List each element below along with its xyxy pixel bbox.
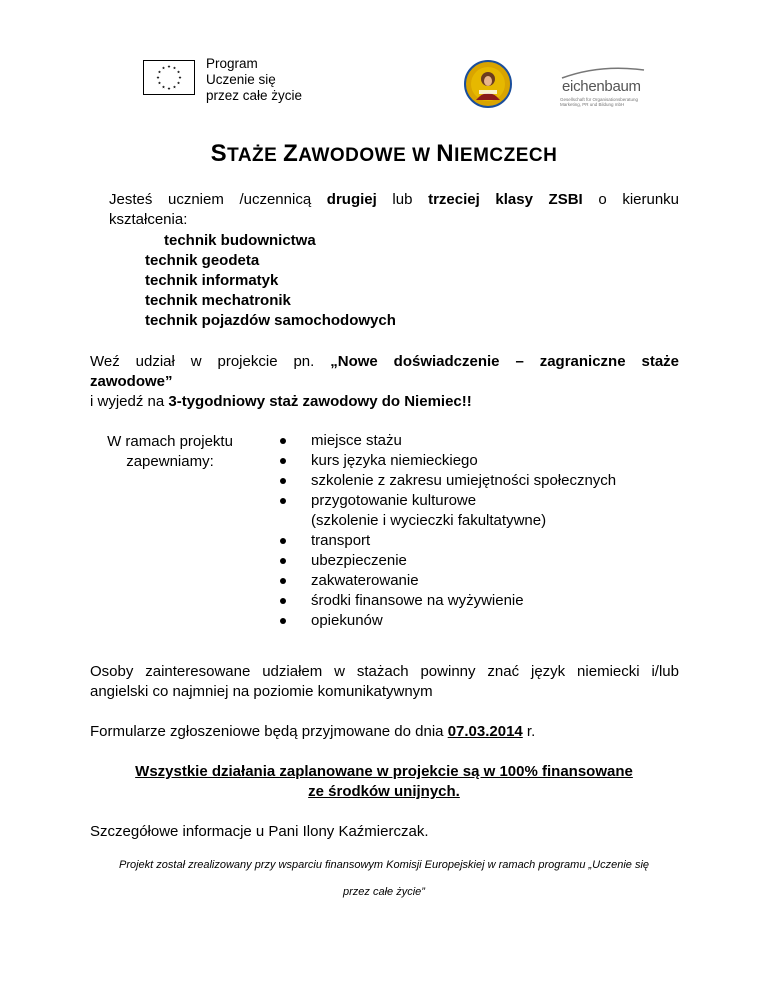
intro-line-2: kształcenia: (109, 211, 188, 228)
bold-text: trzeciej klasy ZSBI (428, 191, 583, 208)
list-item-text: kurs języka niemieckiego (311, 452, 478, 469)
eichenbaum-subtitle-2: Marketing, PR und Bildung mbH (560, 102, 625, 107)
list-item-text: zakwaterowanie (311, 572, 419, 589)
project-line-3 (90, 392, 472, 412)
bullet-icon (280, 498, 286, 504)
language-line-1: Osoby zainteresowane udziałem w stażach powinny znać język niemiecki i/lub (90, 663, 679, 680)
text: i wyjedź na (90, 393, 169, 410)
star-icon (167, 87, 170, 90)
deadline-text (90, 722, 535, 742)
kierunek-item: technik mechatronik (145, 292, 291, 309)
project-line-1 (90, 352, 679, 372)
star-icon (173, 85, 176, 88)
bold-text: 3-tygodniowy staż zawodowy do Niemiec!! (168, 393, 472, 410)
school-seal-logo (464, 60, 512, 108)
star-icon (158, 81, 161, 84)
list-item-text: środki finansowe na wyżywienie (311, 592, 524, 609)
star-icon (178, 76, 181, 79)
title-cap: S (210, 140, 228, 167)
kierunek-item: technik geodeta (145, 252, 260, 269)
list-item (280, 611, 616, 631)
bullet-icon (280, 618, 286, 624)
list-item-text: ubezpieczenie (311, 552, 407, 569)
star-icon (156, 76, 159, 79)
text: Formularze zgłoszeniowe będą przyjmowane do dnia (90, 723, 448, 740)
list-item (280, 431, 616, 451)
text: lub (376, 191, 429, 208)
page-title (0, 140, 768, 168)
list-item (280, 591, 616, 611)
star-icon (177, 81, 180, 84)
program-line: Program (206, 56, 258, 71)
star-icon (167, 65, 170, 68)
project-name: „Nowe doświadczenie – zagraniczne staże (330, 353, 679, 370)
footer-line-1: Projekt został zrealizowany przy wsparciu finansowym Komisji Europejskiej w ramach programu „Uczenie się (118, 859, 650, 871)
program-line: przez całe życie (206, 88, 303, 103)
ramach-line: zapewniamy: (126, 453, 214, 470)
program-logo-text (206, 56, 302, 104)
benefits-list (280, 431, 616, 631)
kierunek-item: technik informatyk (145, 272, 279, 289)
list-item-text: opiekunów (311, 612, 383, 629)
star-icon (158, 70, 161, 73)
funding-line-2: ze środków unijnych. (308, 783, 460, 800)
intro-line-1 (109, 190, 679, 210)
list-item-text: szkolenie z zakresu umiejętności społecznych (311, 472, 617, 489)
bullet-icon (280, 578, 286, 584)
title-smallcaps: IEMCZECH (454, 145, 558, 166)
title-cap: Z (283, 140, 299, 167)
list-item-subtext: (szkolenie i wycieczki fakultatywne) (311, 512, 547, 529)
ramach-label (90, 432, 250, 472)
title-smallcaps: TAŻE (227, 145, 284, 166)
text: Weź udział w projekcie pn. (90, 353, 331, 370)
bold-text: drugiej (326, 191, 377, 208)
list-item (280, 571, 616, 591)
list-item (280, 471, 616, 491)
eichenbaum-name: eichenbaum (562, 78, 641, 95)
title-smallcaps: AWODOWE W (298, 145, 437, 166)
bullet-icon (280, 598, 286, 604)
footer-line-2: przez całe życie” (343, 886, 425, 898)
deadline-date: 07.03.2014 (447, 723, 523, 740)
language-line-2: angielski co najmniej na poziomie komunikatywnym (90, 683, 433, 700)
bullet-icon (280, 458, 286, 464)
title-cap: N (436, 140, 455, 167)
bullet-icon (280, 538, 286, 544)
eichenbaum-logo (560, 64, 646, 108)
portrait-seal-icon (466, 62, 510, 106)
list-item-text: przygotowanie kulturowe (311, 492, 477, 509)
program-line: Uczenie się (206, 72, 276, 87)
contact-text: Szczegółowe informacje u Pani Ilony Kaźmierczak. (90, 823, 429, 840)
text: o kierunku (582, 191, 680, 208)
list-item (280, 451, 616, 471)
list-item (280, 491, 616, 531)
star-icon (162, 66, 165, 69)
text: r. (522, 723, 536, 740)
star-icon (173, 66, 176, 69)
bullet-icon (280, 438, 286, 444)
list-item (280, 551, 616, 571)
star-icon (162, 85, 165, 88)
project-line-2: zawodowe” (90, 373, 173, 390)
eu-flag-logo (143, 60, 195, 95)
list-item-text: transport (311, 532, 371, 549)
kierunek-item: technik pojazdów samochodowych (145, 312, 396, 329)
funding-line-1: Wszystkie działania zaplanowane w projekcie są w 100% finansowane (135, 763, 633, 780)
bullet-icon (280, 478, 286, 484)
list-item (280, 531, 616, 551)
eu-stars-icon (144, 61, 194, 94)
bullet-icon (280, 558, 286, 564)
kierunek-item: technik budownictwa (164, 232, 316, 249)
star-icon (177, 70, 180, 73)
ramach-line: W ramach projektu (107, 433, 233, 450)
text: Jesteś uczniem /uczennicą (109, 191, 327, 208)
list-item-text: miejsce stażu (311, 432, 402, 449)
eichenbaum-subtitle: Gesellschaft für Organisationsberatung (560, 97, 639, 102)
